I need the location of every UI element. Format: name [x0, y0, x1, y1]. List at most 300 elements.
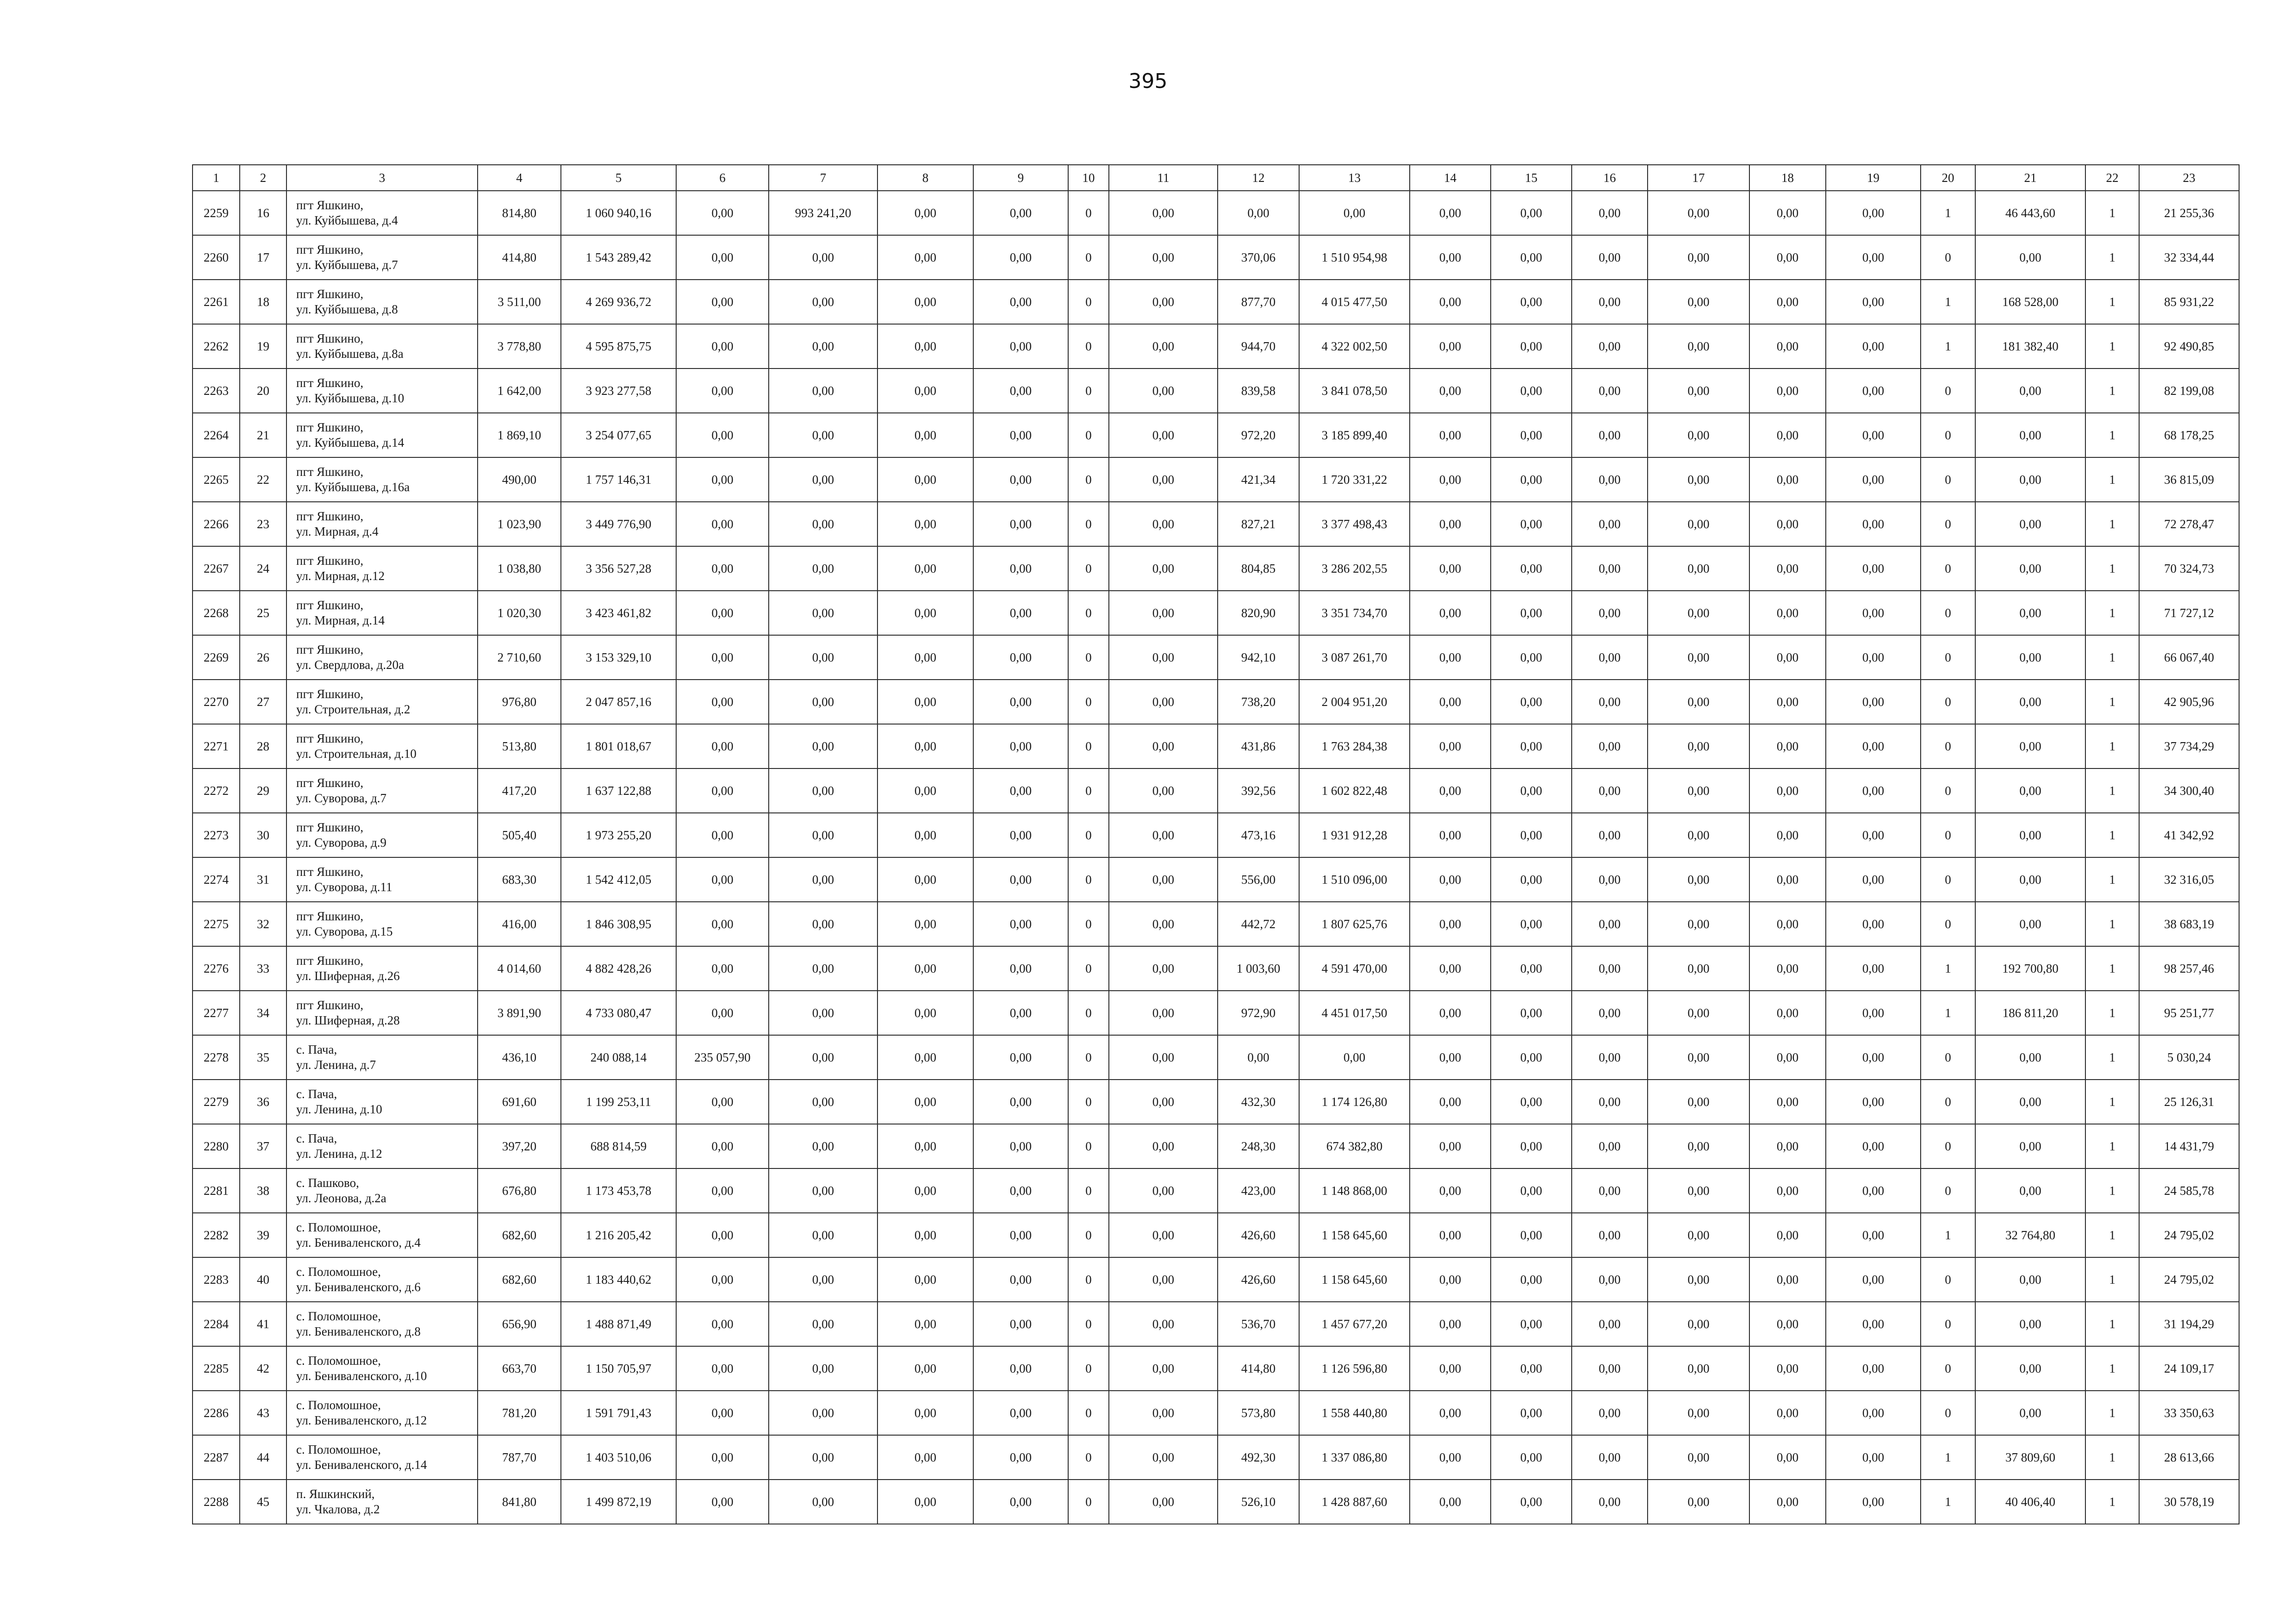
cell-col-16: 0,00 [1572, 1168, 1648, 1213]
cell-col-15: 0,00 [1491, 502, 1572, 546]
cell-col-20: 0 [1921, 857, 1975, 902]
cell-col-5: 3 356 527,28 [561, 546, 676, 591]
cell-col-16: 0,00 [1572, 680, 1648, 724]
cell-col-22: 1 [2085, 502, 2139, 546]
cell-col-11: 0,00 [1109, 324, 1218, 369]
cell-col-8: 0,00 [877, 1257, 973, 1302]
cell-col-18: 0,00 [1749, 413, 1826, 457]
cell-col-2: 19 [240, 324, 286, 369]
cell-col-20: 0 [1921, 813, 1975, 857]
table-row [193, 546, 2239, 591]
cell-col-17: 0,00 [1648, 1435, 1749, 1480]
cell-col-22: 1 [2085, 1302, 2139, 1346]
cell-col-7: 0,00 [769, 413, 877, 457]
cell-col-11: 0,00 [1109, 502, 1218, 546]
address-locality: пгт Яшкино, [296, 865, 364, 879]
cell-col-19: 0,00 [1826, 413, 1921, 457]
cell-col-14: 0,00 [1410, 1080, 1491, 1124]
address-locality: с. Пача, [296, 1131, 337, 1145]
cell-col-22: 1 [2085, 857, 2139, 902]
cell-col-2: 42 [240, 1346, 286, 1391]
cell-col-10: 0 [1068, 235, 1109, 280]
cell-col-17: 0,00 [1648, 1257, 1749, 1302]
cell-col-18: 0,00 [1749, 680, 1826, 724]
address-cell [286, 1391, 478, 1435]
cell-col-10: 0 [1068, 502, 1109, 546]
cell-col-20: 0 [1921, 1124, 1975, 1168]
cell-col-16: 0,00 [1572, 1213, 1648, 1257]
column-header-5: 5 [561, 165, 676, 191]
cell-col-11: 0,00 [1109, 191, 1218, 235]
cell-col-15: 0,00 [1491, 1035, 1572, 1080]
cell-col-4: 1 642,00 [478, 369, 561, 413]
table-row [193, 1391, 2239, 1435]
cell-col-13: 1 510 954,98 [1299, 235, 1410, 280]
cell-col-5: 1 488 871,49 [561, 1302, 676, 1346]
cell-col-11: 0,00 [1109, 724, 1218, 768]
cell-col-13: 1 558 440,80 [1299, 1391, 1410, 1435]
cell-col-1: 2279 [193, 1080, 240, 1124]
cell-col-22: 1 [2085, 457, 2139, 502]
cell-col-11: 0,00 [1109, 1302, 1218, 1346]
cell-col-8: 0,00 [877, 1035, 973, 1080]
cell-col-4: 781,20 [478, 1391, 561, 1435]
cell-col-1: 2263 [193, 369, 240, 413]
cell-col-12: 944,70 [1218, 324, 1299, 369]
cell-col-4: 513,80 [478, 724, 561, 768]
cell-col-11: 0,00 [1109, 635, 1218, 680]
cell-col-2: 21 [240, 413, 286, 457]
cell-col-11: 0,00 [1109, 902, 1218, 946]
cell-col-1: 2276 [193, 946, 240, 991]
cell-col-7: 0,00 [769, 1391, 877, 1435]
cell-col-21: 0,00 [1975, 413, 2085, 457]
cell-col-2: 25 [240, 591, 286, 635]
address-cell [286, 1257, 478, 1302]
address-street: ул. Мирная, д.4 [296, 525, 379, 538]
cell-col-6: 0,00 [676, 635, 769, 680]
cell-col-15: 0,00 [1491, 546, 1572, 591]
cell-col-6: 0,00 [676, 1346, 769, 1391]
cell-col-12: 526,10 [1218, 1480, 1299, 1524]
cell-col-17: 0,00 [1648, 857, 1749, 902]
cell-col-4: 691,60 [478, 1080, 561, 1124]
cell-col-12: 972,20 [1218, 413, 1299, 457]
cell-col-21: 0,00 [1975, 546, 2085, 591]
cell-col-11: 0,00 [1109, 1257, 1218, 1302]
address-cell [286, 1080, 478, 1124]
cell-col-17: 0,00 [1648, 1168, 1749, 1213]
cell-col-12: 492,30 [1218, 1435, 1299, 1480]
column-header-14: 14 [1410, 165, 1491, 191]
cell-col-5: 2 047 857,16 [561, 680, 676, 724]
cell-col-10: 0 [1068, 1257, 1109, 1302]
address-street: ул. Куйбышева, д.14 [296, 436, 404, 450]
cell-col-7: 993 241,20 [769, 191, 877, 235]
cell-col-15: 0,00 [1491, 857, 1572, 902]
cell-col-9: 0,00 [973, 235, 1068, 280]
address-cell [286, 1168, 478, 1213]
cell-col-6: 0,00 [676, 369, 769, 413]
cell-col-5: 1 199 253,11 [561, 1080, 676, 1124]
cell-col-18: 0,00 [1749, 191, 1826, 235]
cell-col-17: 0,00 [1648, 902, 1749, 946]
cell-col-9: 0,00 [973, 724, 1068, 768]
cell-col-17: 0,00 [1648, 280, 1749, 324]
cell-col-2: 20 [240, 369, 286, 413]
cell-col-18: 0,00 [1749, 724, 1826, 768]
cell-col-7: 0,00 [769, 1213, 877, 1257]
cell-col-22: 1 [2085, 324, 2139, 369]
cell-col-14: 0,00 [1410, 1035, 1491, 1080]
cell-col-21: 0,00 [1975, 1391, 2085, 1435]
cell-col-7: 0,00 [769, 1257, 877, 1302]
cell-col-14: 0,00 [1410, 280, 1491, 324]
address-street: ул. Куйбышева, д.8а [296, 347, 404, 361]
cell-col-20: 0 [1921, 1257, 1975, 1302]
cell-col-8: 0,00 [877, 813, 973, 857]
cell-col-22: 1 [2085, 591, 2139, 635]
cell-col-8: 0,00 [877, 1302, 973, 1346]
cell-col-8: 0,00 [877, 946, 973, 991]
cell-col-23: 28 613,66 [2139, 1435, 2239, 1480]
cell-col-15: 0,00 [1491, 457, 1572, 502]
cell-col-19: 0,00 [1826, 1213, 1921, 1257]
cell-col-23: 24 795,02 [2139, 1213, 2239, 1257]
cell-col-18: 0,00 [1749, 946, 1826, 991]
cell-col-11: 0,00 [1109, 768, 1218, 813]
cell-col-14: 0,00 [1410, 1346, 1491, 1391]
cell-col-16: 0,00 [1572, 1346, 1648, 1391]
cell-col-14: 0,00 [1410, 813, 1491, 857]
cell-col-1: 2261 [193, 280, 240, 324]
cell-col-15: 0,00 [1491, 1346, 1572, 1391]
cell-col-21: 40 406,40 [1975, 1480, 2085, 1524]
cell-col-5: 1 543 289,42 [561, 235, 676, 280]
cell-col-16: 0,00 [1572, 413, 1648, 457]
cell-col-11: 0,00 [1109, 235, 1218, 280]
cell-col-16: 0,00 [1572, 1302, 1648, 1346]
cell-col-23: 24 795,02 [2139, 1257, 2239, 1302]
cell-col-19: 0,00 [1826, 946, 1921, 991]
cell-col-13: 1 720 331,22 [1299, 457, 1410, 502]
cell-col-10: 0 [1068, 1213, 1109, 1257]
cell-col-1: 2265 [193, 457, 240, 502]
cell-col-10: 0 [1068, 1480, 1109, 1524]
cell-col-7: 0,00 [769, 902, 877, 946]
cell-col-10: 0 [1068, 369, 1109, 413]
cell-col-21: 0,00 [1975, 635, 2085, 680]
cell-col-15: 0,00 [1491, 680, 1572, 724]
address-cell [286, 1124, 478, 1168]
cell-col-22: 1 [2085, 680, 2139, 724]
cell-col-8: 0,00 [877, 413, 973, 457]
cell-col-8: 0,00 [877, 1391, 973, 1435]
cell-col-5: 1 591 791,43 [561, 1391, 676, 1435]
cell-col-8: 0,00 [877, 1346, 973, 1391]
table-row [193, 1124, 2239, 1168]
cell-col-7: 0,00 [769, 1080, 877, 1124]
cell-col-6: 0,00 [676, 1168, 769, 1213]
cell-col-6: 0,00 [676, 768, 769, 813]
cell-col-7: 0,00 [769, 1302, 877, 1346]
cell-col-10: 0 [1068, 1168, 1109, 1213]
cell-col-19: 0,00 [1826, 280, 1921, 324]
cell-col-13: 3 286 202,55 [1299, 546, 1410, 591]
cell-col-16: 0,00 [1572, 235, 1648, 280]
table-row [193, 991, 2239, 1035]
cell-col-21: 0,00 [1975, 369, 2085, 413]
address-cell [286, 591, 478, 635]
cell-col-1: 2270 [193, 680, 240, 724]
cell-col-6: 0,00 [676, 991, 769, 1035]
cell-col-17: 0,00 [1648, 635, 1749, 680]
cell-col-17: 0,00 [1648, 946, 1749, 991]
cell-col-2: 44 [240, 1435, 286, 1480]
address-cell [286, 680, 478, 724]
cell-col-12: 556,00 [1218, 857, 1299, 902]
cell-col-5: 1 499 872,19 [561, 1480, 676, 1524]
cell-col-14: 0,00 [1410, 1124, 1491, 1168]
cell-col-6: 0,00 [676, 1257, 769, 1302]
cell-col-10: 0 [1068, 946, 1109, 991]
cell-col-12: 248,30 [1218, 1124, 1299, 1168]
cell-col-8: 0,00 [877, 324, 973, 369]
cell-col-5: 3 153 329,10 [561, 635, 676, 680]
cell-col-12: 804,85 [1218, 546, 1299, 591]
cell-col-11: 0,00 [1109, 1124, 1218, 1168]
cell-col-1: 2266 [193, 502, 240, 546]
cell-col-6: 0,00 [676, 724, 769, 768]
address-street: ул. Ленина, д.10 [296, 1102, 382, 1116]
cell-col-16: 0,00 [1572, 369, 1648, 413]
cell-col-21: 0,00 [1975, 591, 2085, 635]
cell-col-20: 0 [1921, 635, 1975, 680]
cell-col-19: 0,00 [1826, 1346, 1921, 1391]
address-street: ул. Бениваленского, д.10 [296, 1369, 427, 1383]
cell-col-20: 0 [1921, 1391, 1975, 1435]
cell-col-9: 0,00 [973, 369, 1068, 413]
cell-col-20: 0 [1921, 502, 1975, 546]
cell-col-19: 0,00 [1826, 1035, 1921, 1080]
cell-col-12: 421,34 [1218, 457, 1299, 502]
cell-col-22: 1 [2085, 1168, 2139, 1213]
cell-col-20: 0 [1921, 680, 1975, 724]
address-locality: с. Поломошное, [296, 1443, 381, 1456]
cell-col-14: 0,00 [1410, 768, 1491, 813]
cell-col-1: 2287 [193, 1435, 240, 1480]
cell-col-18: 0,00 [1749, 369, 1826, 413]
column-header-2: 2 [240, 165, 286, 191]
cell-col-12: 738,20 [1218, 680, 1299, 724]
cell-col-12: 426,60 [1218, 1213, 1299, 1257]
column-header-13: 13 [1299, 165, 1410, 191]
cell-col-18: 0,00 [1749, 902, 1826, 946]
cell-col-12: 1 003,60 [1218, 946, 1299, 991]
address-cell [286, 991, 478, 1035]
cell-col-4: 841,80 [478, 1480, 561, 1524]
cell-col-20: 1 [1921, 280, 1975, 324]
cell-col-1: 2284 [193, 1302, 240, 1346]
address-locality: с. Поломошное, [296, 1220, 381, 1234]
cell-col-4: 416,00 [478, 902, 561, 946]
cell-col-13: 0,00 [1299, 1035, 1410, 1080]
cell-col-18: 0,00 [1749, 635, 1826, 680]
cell-col-1: 2278 [193, 1035, 240, 1080]
cell-col-20: 1 [1921, 1213, 1975, 1257]
cell-col-13: 1 428 887,60 [1299, 1480, 1410, 1524]
cell-col-7: 0,00 [769, 324, 877, 369]
cell-col-18: 0,00 [1749, 546, 1826, 591]
cell-col-16: 0,00 [1572, 902, 1648, 946]
cell-col-5: 3 923 277,58 [561, 369, 676, 413]
cell-col-17: 0,00 [1648, 1035, 1749, 1080]
cell-col-9: 0,00 [973, 991, 1068, 1035]
cell-col-23: 21 255,36 [2139, 191, 2239, 235]
cell-col-13: 1 763 284,38 [1299, 724, 1410, 768]
column-header-20: 20 [1921, 165, 1975, 191]
cell-col-11: 0,00 [1109, 457, 1218, 502]
address-cell [286, 635, 478, 680]
cell-col-7: 0,00 [769, 235, 877, 280]
cell-col-6: 0,00 [676, 946, 769, 991]
cell-col-18: 0,00 [1749, 324, 1826, 369]
address-locality: с. Пача, [296, 1043, 337, 1056]
cell-col-9: 0,00 [973, 1391, 1068, 1435]
cell-col-13: 1 126 596,80 [1299, 1346, 1410, 1391]
cell-col-2: 30 [240, 813, 286, 857]
cell-col-12: 536,70 [1218, 1302, 1299, 1346]
cell-col-10: 0 [1068, 902, 1109, 946]
address-street: ул. Суворова, д.15 [296, 924, 393, 938]
address-cell [286, 1435, 478, 1480]
cell-col-19: 0,00 [1826, 1480, 1921, 1524]
cell-col-14: 0,00 [1410, 680, 1491, 724]
cell-col-16: 0,00 [1572, 191, 1648, 235]
column-header-12: 12 [1218, 165, 1299, 191]
cell-col-5: 4 595 875,75 [561, 324, 676, 369]
cell-col-14: 0,00 [1410, 591, 1491, 635]
cell-col-23: 32 316,05 [2139, 857, 2239, 902]
cell-col-10: 0 [1068, 635, 1109, 680]
cell-col-11: 0,00 [1109, 813, 1218, 857]
cell-col-12: 942,10 [1218, 635, 1299, 680]
cell-col-12: 442,72 [1218, 902, 1299, 946]
cell-col-4: 976,80 [478, 680, 561, 724]
cell-col-23: 92 490,85 [2139, 324, 2239, 369]
cell-col-4: 676,80 [478, 1168, 561, 1213]
cell-col-22: 1 [2085, 946, 2139, 991]
cell-col-4: 414,80 [478, 235, 561, 280]
cell-col-7: 0,00 [769, 1346, 877, 1391]
cell-col-8: 0,00 [877, 1124, 973, 1168]
cell-col-19: 0,00 [1826, 1302, 1921, 1346]
column-header-21: 21 [1975, 165, 2085, 191]
cell-col-19: 0,00 [1826, 546, 1921, 591]
cell-col-12: 827,21 [1218, 502, 1299, 546]
address-cell [286, 1346, 478, 1391]
address-locality: пгт Яшкино, [296, 465, 364, 479]
cell-col-22: 1 [2085, 1080, 2139, 1124]
table-row [193, 1257, 2239, 1302]
cell-col-2: 32 [240, 902, 286, 946]
cell-col-9: 0,00 [973, 413, 1068, 457]
column-header-6: 6 [676, 165, 769, 191]
column-header-17: 17 [1648, 165, 1749, 191]
address-cell [286, 369, 478, 413]
cell-col-12: 423,00 [1218, 1168, 1299, 1213]
cell-col-2: 45 [240, 1480, 286, 1524]
cell-col-23: 66 067,40 [2139, 635, 2239, 680]
cell-col-9: 0,00 [973, 1213, 1068, 1257]
cell-col-1: 2282 [193, 1213, 240, 1257]
cell-col-6: 0,00 [676, 191, 769, 235]
cell-col-9: 0,00 [973, 457, 1068, 502]
cell-col-13: 674 382,80 [1299, 1124, 1410, 1168]
cell-col-6: 0,00 [676, 591, 769, 635]
cell-col-9: 0,00 [973, 902, 1068, 946]
cell-col-20: 1 [1921, 946, 1975, 991]
cell-col-21: 46 443,60 [1975, 191, 2085, 235]
cell-col-14: 0,00 [1410, 191, 1491, 235]
cell-col-16: 0,00 [1572, 546, 1648, 591]
cell-col-14: 0,00 [1410, 1168, 1491, 1213]
cell-col-23: 33 350,63 [2139, 1391, 2239, 1435]
cell-col-22: 1 [2085, 235, 2139, 280]
address-locality: с. Пашково, [296, 1176, 359, 1190]
cell-col-23: 85 931,22 [2139, 280, 2239, 324]
cell-col-14: 0,00 [1410, 1302, 1491, 1346]
cell-col-11: 0,00 [1109, 1480, 1218, 1524]
cell-col-21: 0,00 [1975, 1124, 2085, 1168]
cell-col-19: 0,00 [1826, 813, 1921, 857]
cell-col-16: 0,00 [1572, 813, 1648, 857]
table-row [193, 768, 2239, 813]
cell-col-22: 1 [2085, 1035, 2139, 1080]
cell-col-10: 0 [1068, 191, 1109, 235]
cell-col-8: 0,00 [877, 902, 973, 946]
cell-col-1: 2275 [193, 902, 240, 946]
address-street: ул. Бениваленского, д.14 [296, 1458, 427, 1472]
cell-col-15: 0,00 [1491, 1302, 1572, 1346]
cell-col-10: 0 [1068, 1080, 1109, 1124]
cell-col-6: 0,00 [676, 280, 769, 324]
cell-col-5: 1 060 940,16 [561, 191, 676, 235]
cell-col-7: 0,00 [769, 946, 877, 991]
cell-col-5: 4 733 080,47 [561, 991, 676, 1035]
cell-col-8: 0,00 [877, 1435, 973, 1480]
table-row [193, 235, 2239, 280]
cell-col-23: 98 257,46 [2139, 946, 2239, 991]
cell-col-23: 31 194,29 [2139, 1302, 2239, 1346]
cell-col-6: 0,00 [676, 1302, 769, 1346]
table-row [193, 680, 2239, 724]
cell-col-6: 0,00 [676, 324, 769, 369]
cell-col-19: 0,00 [1826, 724, 1921, 768]
cell-col-23: 30 578,19 [2139, 1480, 2239, 1524]
cell-col-4: 2 710,60 [478, 635, 561, 680]
cell-col-12: 972,90 [1218, 991, 1299, 1035]
table-row [193, 1213, 2239, 1257]
cell-col-2: 35 [240, 1035, 286, 1080]
cell-col-10: 0 [1068, 768, 1109, 813]
cell-col-11: 0,00 [1109, 413, 1218, 457]
address-locality: пгт Яшкино, [296, 909, 364, 923]
address-locality: пгт Яшкино, [296, 198, 364, 212]
address-cell [286, 857, 478, 902]
address-cell [286, 280, 478, 324]
cell-col-9: 0,00 [973, 591, 1068, 635]
